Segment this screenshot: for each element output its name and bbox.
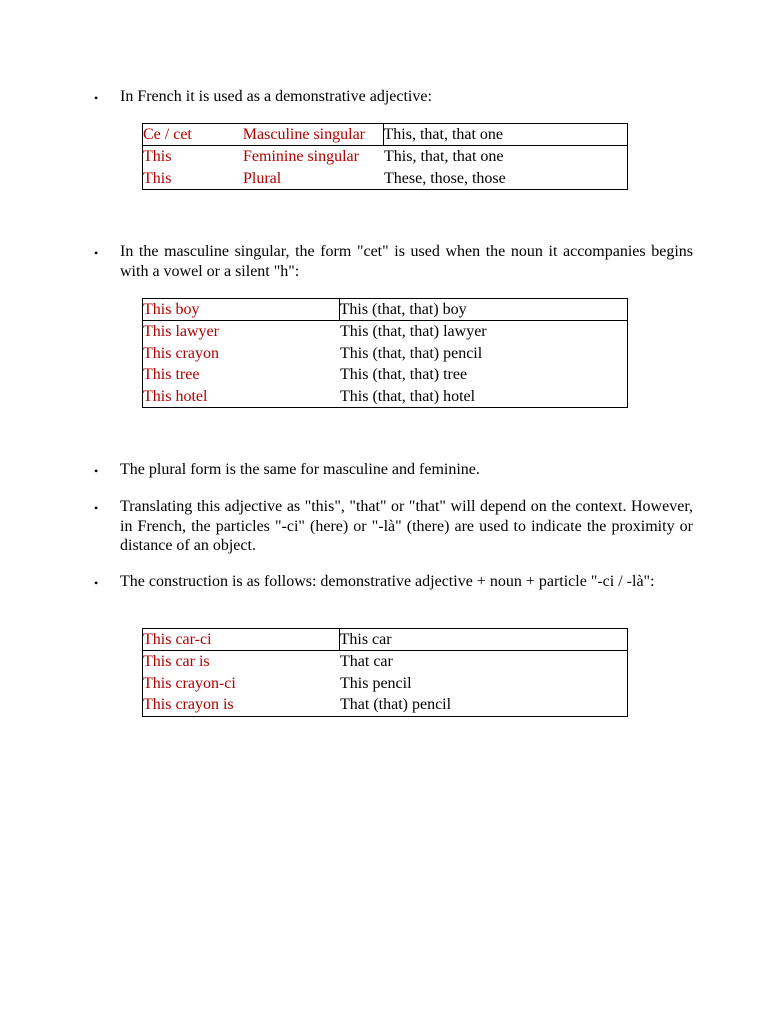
table-row [143,168,627,190]
table-cell-english: This (that, that) boy [339,299,627,320]
table-cell-french: This tree [143,366,200,383]
demonstrative-forms-table [142,123,628,190]
table-cell-form: This [143,148,172,165]
bullet-marker: • [94,464,99,478]
table-cell-french: This car-ci [143,631,212,648]
table-row [143,124,627,146]
table-row [143,364,627,386]
bullet-marker: • [94,576,99,590]
table-cell-english: This (that, that) pencil [340,344,483,362]
table-row [143,299,627,321]
table-row [143,321,627,343]
table-cell-french: This crayon-ci [143,674,236,692]
table-cell-english: That (that) pencil [340,696,452,713]
table-cell-gender: Masculine singular [242,126,365,143]
table-row [143,651,627,673]
bullet-marker: • [94,246,99,260]
bullet-marker: • [94,91,99,105]
table-cell-english: This (that, that) lawyer [340,323,487,340]
paragraph-translation-note: Translating this adjective as "this", "that" or "that" will depend on the context. However, in French, the particles "-ci" (here) or "-là" (there) are used to indicate the proximity or distance of an object. [120,498,693,554]
table-row [143,673,627,695]
table-cell-french: This boy [143,301,200,318]
table-row [143,629,627,651]
paragraph-demonstrative-intro: In French it is used as a demonstrative adjective: [120,88,432,105]
paragraph-construction: The construction is as follows: demonstrative adjective + noun + particle "-ci / -là": [120,573,655,590]
masculine-examples-table [142,298,628,408]
table-cell-french: This lawyer [143,323,219,340]
particle-examples-table [142,628,628,717]
table-cell-english: This pencil [340,674,412,692]
table-cell-french: This crayon is [143,696,234,713]
table-cell-gender: Plural [243,169,282,187]
table-cell-translation: This, that, that one [384,148,504,165]
table-cell-english: This (that, that) hotel [340,387,476,405]
table-cell-french: This car is [143,653,210,670]
table-cell-english: That car [340,653,393,670]
table-cell-french: This crayon [143,344,219,362]
table-row [143,386,627,408]
table-cell-french: This hotel [143,387,208,405]
table-cell-gender: Feminine singular [243,148,359,165]
paragraph-cet-rule: In the masculine singular, the form "cet" is used when the noun it accompanies begins with a vowel or a silent "h": [120,243,693,280]
table-cell-form: This [143,169,172,187]
table-cell-form: Ce / cet [143,126,192,143]
table-cell-english: This car [339,629,627,650]
table-row [143,343,627,365]
table-row [143,694,627,716]
table-cell-translation: This, that, that one [383,124,628,145]
table-cell-translation: These, those, those [384,169,506,187]
table-cell-english: This (that, that) tree [340,366,468,383]
bullet-marker: • [94,501,99,515]
paragraph-plural-note: The plural form is the same for masculine and feminine. [120,461,480,478]
table-row [143,146,627,168]
